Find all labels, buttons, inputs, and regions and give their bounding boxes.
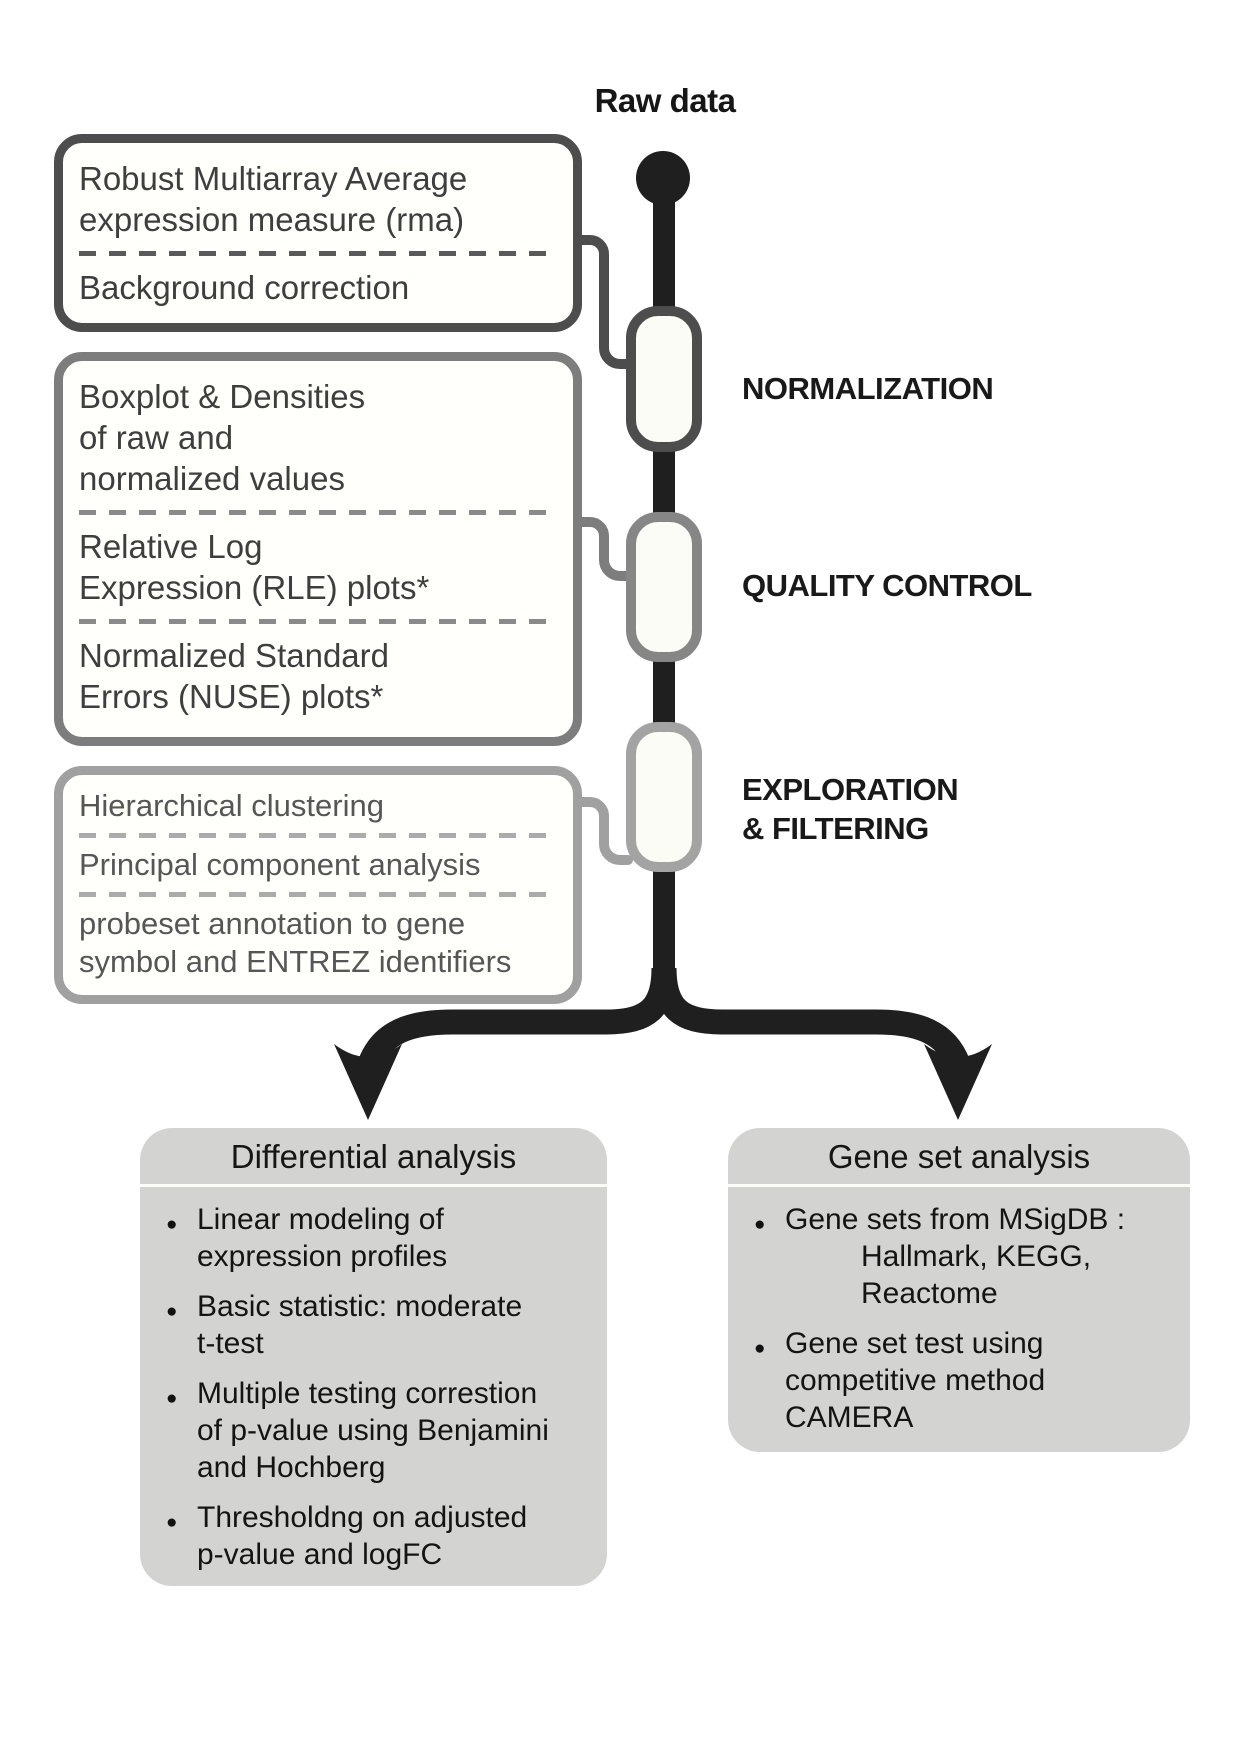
raw-data-label: Raw data bbox=[594, 82, 736, 119]
node-quality-control bbox=[631, 517, 697, 657]
bullet-item bbox=[140, 1201, 599, 1275]
connector-quality-control bbox=[580, 522, 628, 576]
step-text: Normalized Standard bbox=[79, 637, 389, 674]
dashed-divider bbox=[79, 892, 557, 897]
step-text: of raw and bbox=[79, 419, 234, 456]
stage-label-text: EXPLORATION bbox=[742, 772, 959, 807]
stage-box-exploration bbox=[54, 766, 582, 1004]
bullet-item bbox=[140, 1288, 599, 1362]
stage-box-row bbox=[79, 149, 557, 249]
stage-label-exploration bbox=[742, 770, 1202, 848]
bullet-list bbox=[140, 1187, 607, 1573]
bullet-text: ● Gene sets from MSigDB : bbox=[785, 1203, 1126, 1236]
bullet-text: CAMERA bbox=[785, 1401, 914, 1434]
branch-arm-right bbox=[664, 968, 958, 1064]
stage-label-text: & FILTERING bbox=[742, 811, 929, 846]
step-text: normalized values bbox=[79, 460, 345, 497]
bullet-text: ● Basic statistic: moderate bbox=[197, 1290, 523, 1323]
node-normalization bbox=[631, 311, 697, 447]
bullet-item bbox=[728, 1325, 1182, 1436]
panel-title: Differential analysis bbox=[230, 1138, 517, 1175]
step-text: Principal component analysis bbox=[79, 847, 481, 882]
stage-label-text: QUALITY CONTROL bbox=[742, 568, 1032, 603]
step-text: probeset annotation to gene bbox=[79, 906, 466, 941]
bullet-text: ● Thresholdng on adjusted bbox=[197, 1501, 528, 1534]
dashed-divider bbox=[79, 510, 557, 515]
stage-box-row bbox=[79, 367, 557, 508]
stage-box-row bbox=[79, 626, 557, 726]
panel-differential-analysis bbox=[140, 1128, 607, 1586]
stage-box-quality-control bbox=[54, 352, 582, 746]
step-text: Boxplot & Densities bbox=[79, 378, 366, 415]
raw-data-dot bbox=[636, 151, 690, 205]
bullet-text: p-value and logFC bbox=[197, 1538, 443, 1571]
stage-box-normalization bbox=[54, 134, 582, 332]
stage-box-row bbox=[79, 840, 557, 890]
node-exploration bbox=[631, 727, 697, 867]
bullet-text: and Hochberg bbox=[197, 1451, 386, 1484]
bullet-text: expression profiles bbox=[197, 1240, 448, 1273]
panel-gene-set-analysis bbox=[728, 1128, 1190, 1452]
panel-title: Gene set analysis bbox=[827, 1138, 1091, 1175]
bullet-text: Reactome bbox=[861, 1277, 998, 1310]
connector-normalization bbox=[580, 240, 628, 364]
step-text: Relative Log bbox=[79, 528, 263, 565]
step-text: Background correction bbox=[79, 269, 410, 306]
dashed-divider bbox=[79, 251, 557, 256]
bullet-text: Hallmark, KEGG, bbox=[861, 1240, 1092, 1273]
stage-box-row bbox=[79, 899, 557, 987]
connector-exploration bbox=[580, 802, 628, 860]
bullet-text: ● Gene set test using bbox=[785, 1327, 1044, 1360]
bullet-item bbox=[140, 1375, 599, 1486]
step-text: symbol and ENTREZ identifiers bbox=[79, 944, 512, 979]
bullet-item bbox=[140, 1499, 599, 1573]
bullet-text: of p-value using Benjamini bbox=[197, 1414, 549, 1447]
bullet-text: t-test bbox=[197, 1327, 264, 1360]
step-text: Expression (RLE) plots* bbox=[79, 569, 430, 606]
bullet-text: ● Linear modeling of bbox=[197, 1203, 444, 1236]
stage-box-row bbox=[79, 258, 557, 317]
bullet-text: ● Multiple testing correstion bbox=[197, 1377, 538, 1410]
step-text: Hierarchical clustering bbox=[79, 788, 384, 823]
step-text: expression measure (rma) bbox=[79, 201, 465, 238]
bullet-list bbox=[728, 1187, 1190, 1436]
stage-box-row bbox=[79, 517, 557, 617]
bullet-text: competitive method bbox=[785, 1364, 1046, 1397]
dashed-divider bbox=[79, 833, 557, 838]
stage-box-row bbox=[79, 781, 557, 831]
step-text: Robust Multiarray Average bbox=[79, 160, 468, 197]
stage-label-normalization bbox=[742, 369, 1202, 408]
dashed-divider bbox=[79, 619, 557, 624]
step-text: Errors (NUSE) plots* bbox=[79, 678, 384, 715]
stage-label-text: NORMALIZATION bbox=[742, 371, 994, 406]
bullet-item bbox=[728, 1201, 1182, 1312]
stage-label-quality-control bbox=[742, 566, 1202, 605]
